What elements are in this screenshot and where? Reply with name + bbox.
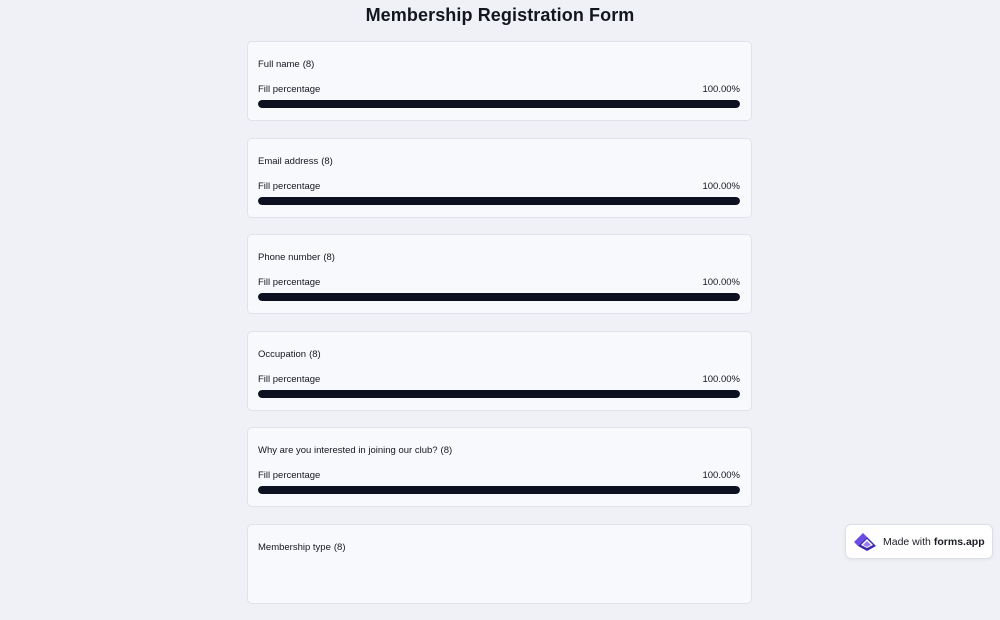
fill-percentage-label: Fill percentage [258, 373, 321, 385]
fill-percentage-value: 100.00% [702, 470, 740, 481]
fill-progress-bar [258, 390, 740, 398]
fill-progress-bar [258, 293, 740, 301]
response-count: (8) [333, 541, 346, 553]
made-with-forms-app-badge[interactable] [845, 524, 993, 559]
response-count: (8) [309, 348, 321, 360]
question-card-phone-number [247, 234, 752, 314]
question-title [258, 156, 333, 167]
question-title-text: Occupation [258, 348, 307, 360]
badge-text [883, 536, 985, 548]
fill-progress-bar-fill [258, 293, 740, 301]
fill-percentage-value: 100.00% [702, 373, 740, 385]
fill-progress-bar [258, 486, 740, 494]
fill-percentage-label: Fill percentage [258, 470, 321, 481]
response-count: (8) [323, 252, 335, 263]
question-card-occupation [247, 331, 752, 411]
question-card-full-name [247, 41, 752, 121]
fill-percentage-label: Fill percentage [258, 84, 321, 95]
fill-progress-bar [258, 100, 740, 108]
question-title-text: Why are you interested in joining our club? [258, 445, 438, 456]
response-count: (8) [302, 59, 315, 70]
fill-progress-bar-fill [258, 197, 740, 205]
forms-app-logo-icon [852, 531, 878, 553]
fill-percentage-value: 100.00% [702, 180, 740, 192]
fill-progress-bar-fill [258, 390, 740, 398]
badge-prefix: Made with [883, 535, 931, 548]
response-count: (8) [440, 445, 453, 456]
fill-percentage-value: 100.00% [702, 84, 740, 95]
fill-progress-bar-fill [258, 100, 740, 108]
question-summary-list [247, 41, 752, 620]
question-title [258, 349, 321, 360]
question-title-text: Email address [258, 155, 319, 167]
fill-percentage-label: Fill percentage [258, 180, 321, 192]
question-title-text: Phone number [258, 252, 321, 263]
fill-percentage-label: Fill percentage [258, 277, 321, 288]
question-title-text: Membership type [258, 541, 331, 553]
question-title [258, 252, 335, 263]
fill-progress-bar-fill [258, 486, 740, 494]
page-title: Membership Registration Form [365, 5, 635, 25]
question-card-email-address [247, 138, 752, 218]
badge-brand: forms.app [933, 535, 985, 548]
question-title [258, 542, 346, 553]
fill-percentage-value: 100.00% [702, 277, 740, 288]
question-card-interest-reason [247, 427, 752, 507]
response-count: (8) [321, 155, 333, 167]
question-title-text: Full name [258, 59, 300, 70]
question-title [258, 445, 452, 456]
fill-progress-bar [258, 197, 740, 205]
question-title [258, 59, 314, 70]
